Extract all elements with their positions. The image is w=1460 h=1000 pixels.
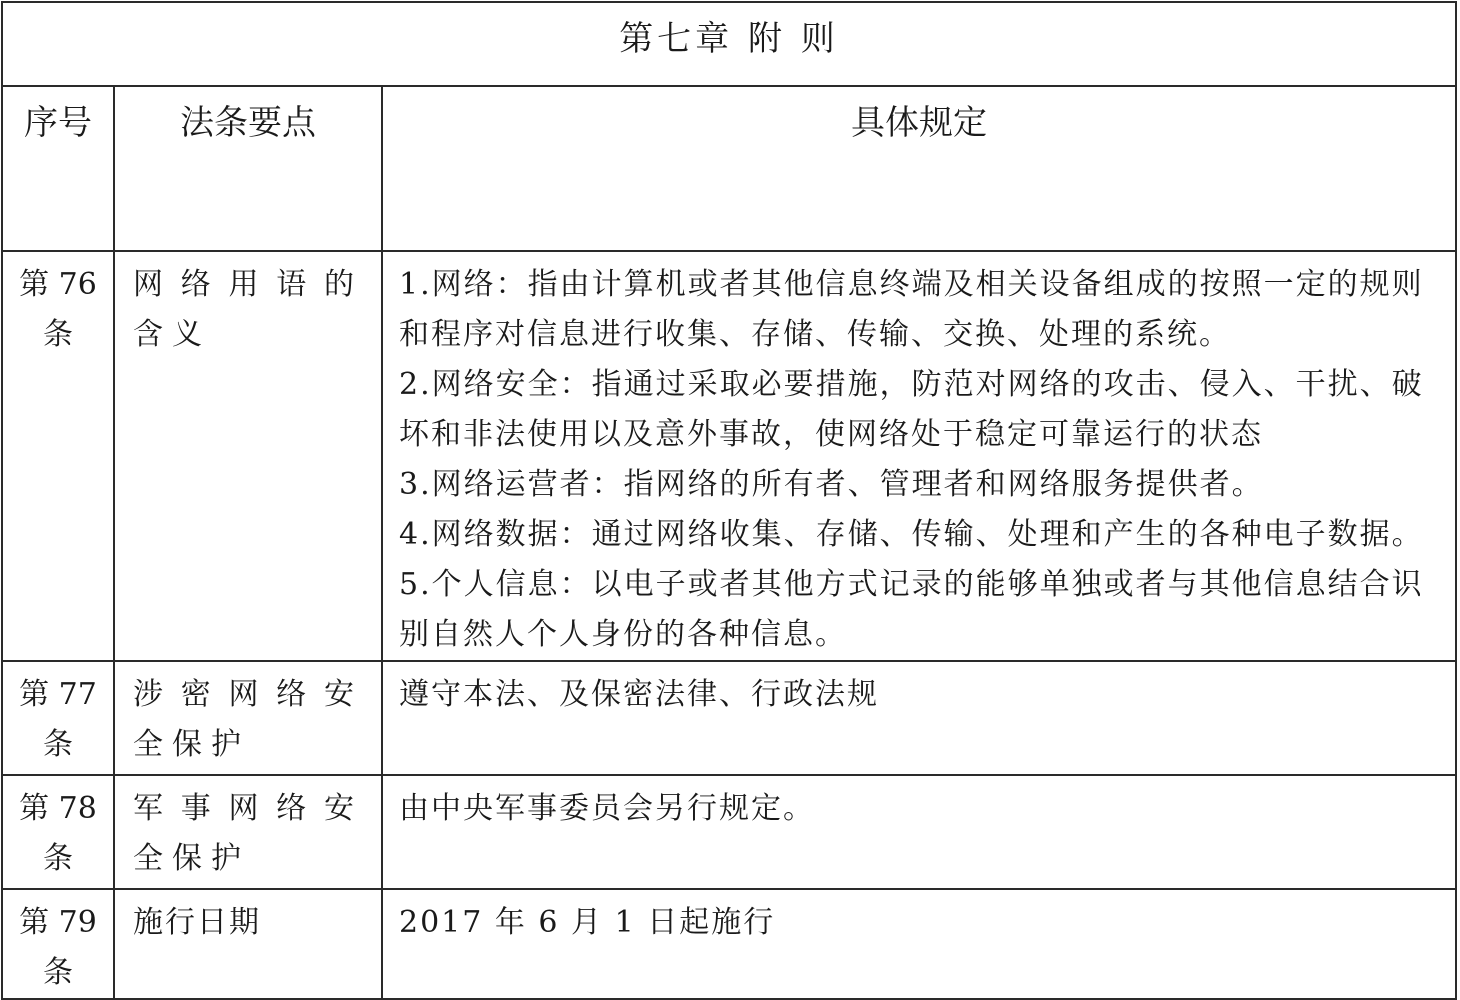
title-row: [2, 2, 1456, 86]
article-detail: [382, 889, 1456, 999]
article-number-suffix: 条: [43, 841, 73, 876]
article-number-suffix: 条: [43, 727, 73, 762]
article-detail: [382, 661, 1456, 775]
article-number-line: 第 79: [19, 905, 97, 940]
article-point: 军事网络安全保护: [114, 775, 382, 889]
article-number-suffix: 条: [43, 955, 73, 990]
header-no: 序号: [2, 86, 114, 251]
article-number: [2, 889, 114, 999]
detail-item: 由中央军事委员会另行规定。: [399, 791, 815, 826]
header-point: 法条要点: [114, 86, 382, 251]
table-row: [2, 775, 1456, 889]
table-row: [2, 889, 1456, 999]
table-row: [2, 251, 1456, 661]
detail-item: 1.网络：指由计算机或者其他信息终端及相关设备组成的按照一定的规则和程序对信息进行收集、存储、传输、交换、处理的系统。: [399, 267, 1424, 352]
article-number-line: 第 76: [19, 267, 97, 302]
chapter-title: 第七章 附 则: [2, 2, 1456, 86]
detail-item: 遵守本法、及保密法律、行政法规: [399, 677, 879, 712]
article-detail: [382, 775, 1456, 889]
article-point: 网络用语的含义: [114, 251, 382, 661]
table-row: [2, 661, 1456, 775]
header-detail: 具体规定: [382, 86, 1456, 251]
article-number: [2, 661, 114, 775]
article-number-line: 第 77: [19, 677, 97, 712]
article-point: 涉密网络安全保护: [114, 661, 382, 775]
article-number: [2, 251, 114, 661]
detail-item: 3.网络运营者：指网络的所有者、管理者和网络服务提供者。: [399, 467, 1264, 502]
article-number-suffix: 条: [43, 317, 73, 352]
detail-item: 5.个人信息：以电子或者其他方式记录的能够单独或者与其他信息结合识别自然人个人身份的各种信息。: [399, 567, 1424, 652]
header-row: [2, 86, 1456, 251]
article-number: [2, 775, 114, 889]
regulation-table: [1, 1, 1457, 1000]
detail-item: 2.网络安全：指通过采取必要措施，防范对网络的攻击、侵入、干扰、破坏和非法使用以及意外事故，使网络处于稳定可靠运行的状态: [399, 367, 1424, 452]
article-number-line: 第 78: [19, 791, 97, 826]
article-point: 施行日期: [114, 889, 382, 999]
article-detail: [382, 251, 1456, 661]
detail-item: 2017 年 6 月 1 日起施行: [399, 905, 776, 940]
detail-item: 4.网络数据：通过网络收集、存储、传输、处理和产生的各种电子数据。: [399, 517, 1424, 552]
